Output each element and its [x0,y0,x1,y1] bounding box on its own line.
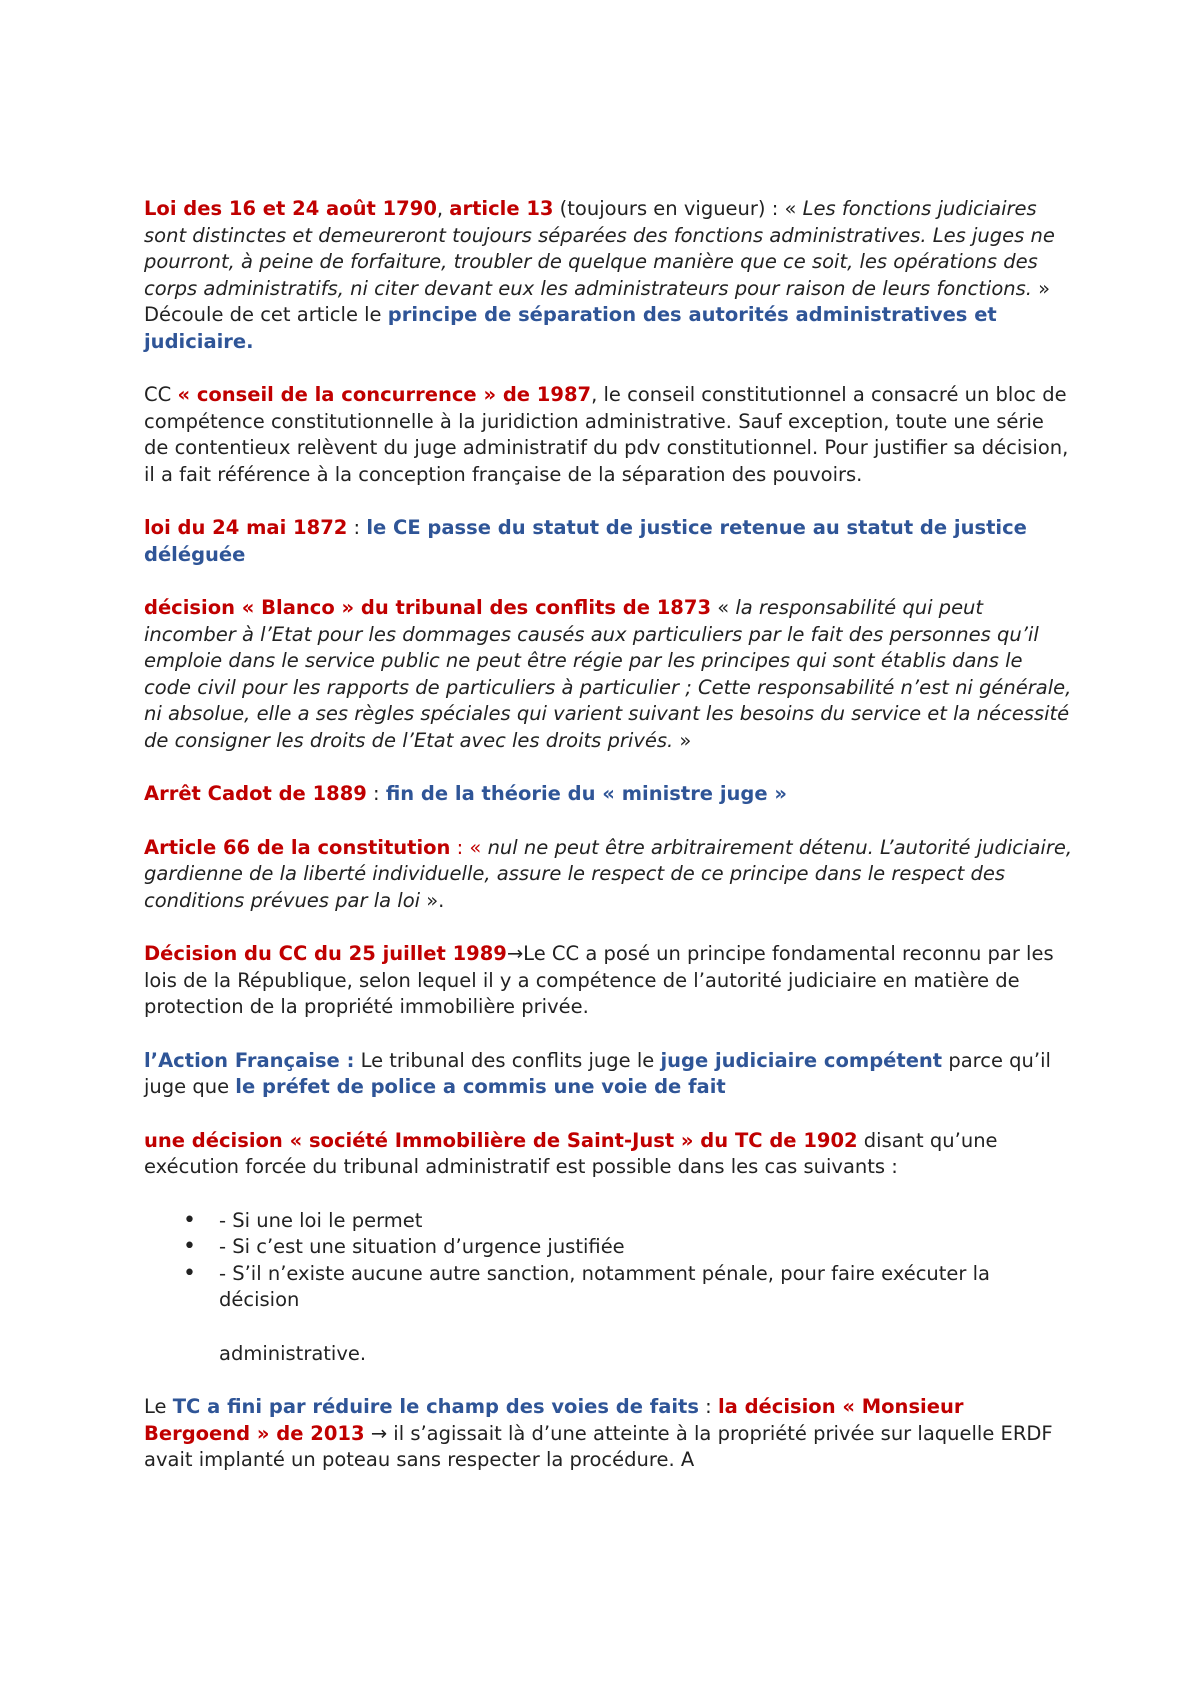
quote-text: la responsabilité qui peut incomber à l’Etat pour les dommages causés aux particuliers par le fait des personnes qu’il emploie dans le service public ne peut être régie par les principes qui sont établis dans le code civil pour les rapports de particuliers à particulier ; Cette responsabilité n’est ni générale, ni absolue, elle a ses règles spéciales qui varient suivant les besoins du service et la nécessité de consigner les droits de l’Etat avec les droits privés. [144,596,1072,752]
reference-article-66: Article 66 de la constitution [144,835,451,859]
document-body [144,196,1074,1501]
highlight-ministre-juge: fin de la théorie du « ministre juge » [385,782,787,805]
paragraph-loi-1872 [144,515,1074,568]
reference-cadot: Arrêt Cadot de 1889 [144,782,367,805]
highlight-voies-de-faits: TC a fini par réduire le champ des voies de faits [172,1395,699,1418]
reference-blanco: décision « Blanco » du tribunal des conflits de 1873 [144,596,712,619]
conditions-list [144,1208,1074,1314]
text-body: , le conseil constitutionnel a consacré un bloc de compétence constitutionnelle à la juridiction administrative. Sauf exception, toute une série de contentieux relèvent du juge administratif du pdv constitutionnel. Pour justifier sa décision, il a fait référence à la conception française de la séparation des pouvoirs. [144,383,1069,486]
paragraph-action-francaise [144,1048,1074,1101]
paragraph-loi-1790 [144,196,1074,355]
reference-action-francaise: l’Action Française : [144,1048,355,1072]
highlight-juge-competent: juge judiciaire compétent [660,1048,943,1072]
paragraph-cadot [144,781,1074,808]
list-continuation: administrative. [219,1341,367,1365]
text-quote-close: ». [420,888,445,912]
text-cc: CC [144,383,178,406]
text-separator: , [436,197,450,220]
reference-loi-1790: Loi des 16 et 24 août 1790 [144,197,437,220]
bullet-icon: • [183,1260,196,1286]
paragraph-article-66 [144,835,1074,915]
reference-article-13: article 13 [449,197,554,220]
text-separator: : [347,516,367,539]
list-item [144,1261,1074,1314]
reference-cc-1989: Décision du CC du 25 juillet 1989 [144,942,507,965]
reference-cc-1987: « conseil de la concurrence » de 1987 [177,383,592,406]
text-le: Le [144,1395,173,1418]
text-quote-open: : « [450,835,488,859]
paragraph-blanco [144,595,1074,754]
reference-bergoend: la décision « Monsieur Bergoend » de 2013 [144,1395,964,1445]
text-body: →Le CC a posé un principe fondamental reconnu par les lois de la République, selon lequel il y a compétence de l’autorité judiciaire en matière de protection de la propriété immobilière privée. [144,942,1054,1018]
paragraph-cc-1987 [144,382,1074,488]
text-continuation: » Découle de cet article le [144,276,1051,326]
list-item-text: - Si c’est une situation d’urgence justifiée [219,1235,625,1258]
text-separator: : [366,782,386,805]
paragraph-bergoend [144,1394,1074,1474]
text-body: disant qu’une exécution forcée du tribunal administratif est possible dans les cas suivants : [144,1128,998,1178]
list-item-text: - S’il n’existe aucune autre sanction, notamment pénale, pour faire exécuter la décision [219,1261,991,1311]
paragraph-cc-1989 [144,941,1074,1021]
paragraph-saint-just [144,1128,1074,1181]
text-intro: (toujours en vigueur) : « [553,197,803,220]
text-body: Le tribunal des conflits juge le [354,1048,661,1072]
quote-text: nul ne peut être arbitrairement détenu. L’autorité judiciaire, gardienne de la liberté individuelle, assure le respect de ce principe dans le respect des conditions prévues par la loi [144,835,1073,912]
text-body: parce qu’il juge que [144,1048,1051,1098]
list-item [144,1234,1074,1261]
list-item [144,1208,1074,1235]
highlight-justice-deleguee: le CE passe du statut de justice retenue au statut de justice déléguée [144,516,1027,566]
text-quote-open: « [711,596,736,619]
principle-highlight: principe de séparation des autorités administratives et judiciaire. [144,303,997,353]
list-item-text: - Si une loi le permet [219,1208,423,1232]
bullet-icon: • [183,1234,196,1259]
text-quote-close: » [673,728,692,752]
bullet-icon: • [183,1207,196,1233]
quote-text: Les fonctions judiciaires sont distinctes et demeureront toujours séparées des fonctions administratives. Les juges ne pourront, à peine de forfaiture, troubler de quelque manière que ce soit, les opérations des corps administratifs, ni citer devant eux les administrateurs pour raison de leurs fonctions. [144,197,1055,300]
reference-loi-1872: loi du 24 mai 1872 [144,516,348,539]
highlight-voie-de-fait: le préfet de police a commis une voie de fait [235,1075,726,1098]
reference-saint-just: une décision « société Immobilière de Saint-Just » du TC de 1902 [144,1128,858,1152]
text-body: → il s’agissait là d’une atteinte à la propriété privée sur laquelle ERDF avait implanté un poteau sans respecter la procédure. A [144,1421,1053,1471]
text-separator: : [698,1395,718,1418]
